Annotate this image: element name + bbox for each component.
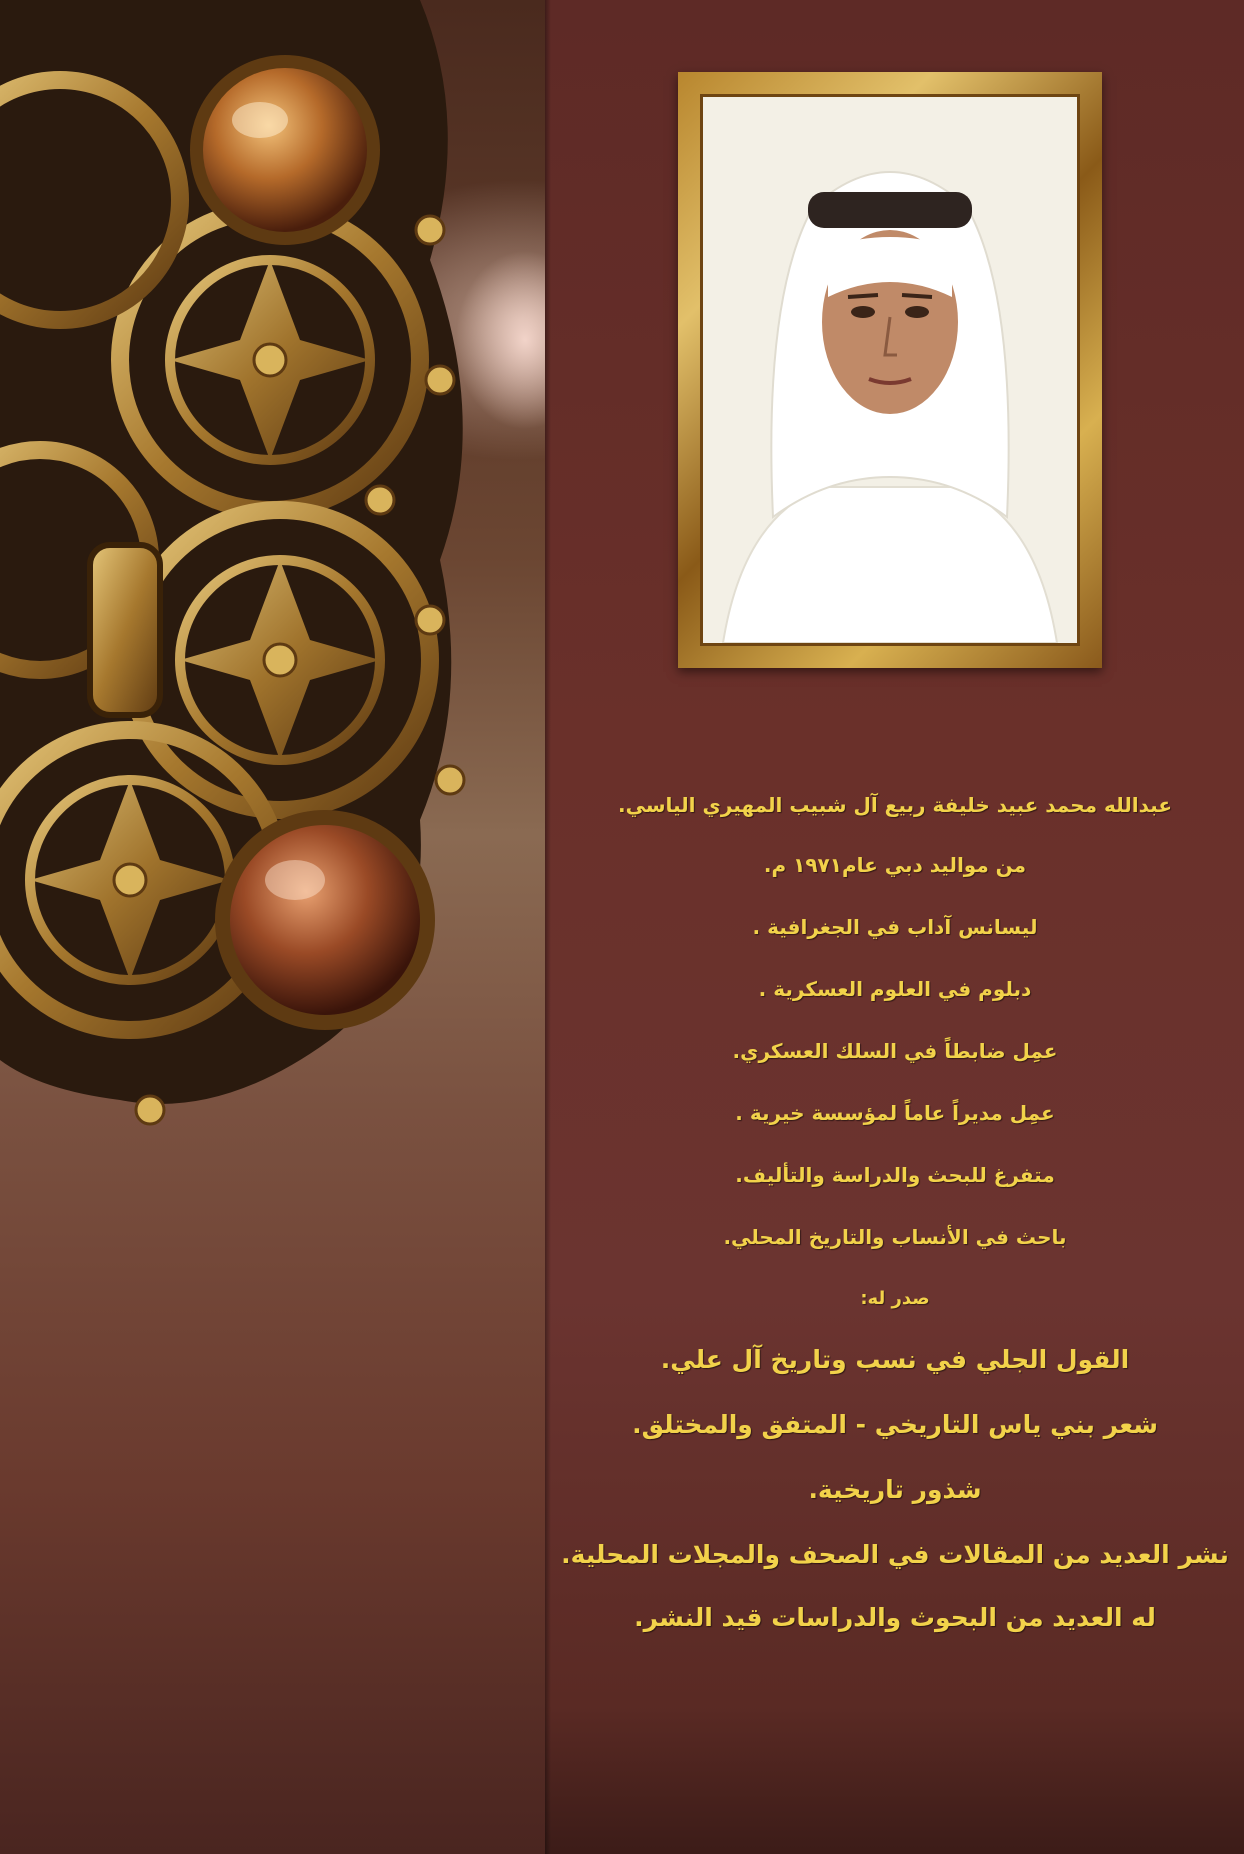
- bio-line-articles: نشر العديد من المقالات في الصحف والمجلات المحلية.: [561, 1540, 1229, 1569]
- bio-line-research: متفرغ للبحث والدراسة والتأليف.: [735, 1163, 1055, 1187]
- gold-ornament-image: [0, 0, 545, 1180]
- work-title-1: القول الجلي في نسب وتاريخ آل علي.: [660, 1345, 1130, 1374]
- bio-line-diploma: دبلوم في العلوم العسكرية .: [758, 977, 1032, 1001]
- work-title-3: شذور تاريخية.: [808, 1475, 982, 1504]
- ornament-panel: [0, 0, 545, 1854]
- author-portrait: [700, 94, 1080, 646]
- bio-line-forthcoming: له العديد من البحوث والدراسات قيد النشر.: [634, 1603, 1156, 1632]
- bio-line-officer: عمِل ضابطاً في السلك العسكري.: [732, 1039, 1058, 1063]
- bio-line-genealogy: باحث في الأنساب والتاريخ المحلي.: [723, 1225, 1067, 1249]
- work-title-2: شعر بني ياس التاريخي - المتفق والمختلق.: [632, 1410, 1158, 1439]
- bio-works-heading: صدر له:: [860, 1288, 930, 1309]
- bio-line-degree: ليسانس آداب في الجغرافية .: [752, 915, 1038, 939]
- portrait-frame: [678, 72, 1102, 668]
- bio-line-name: عبدالله محمد عبيد خليفة ربيع آل شبيب المهيري الياسي.: [618, 793, 1172, 817]
- bio-line-birth: من مواليد دبي عام١٩٧١ م.: [763, 853, 1027, 877]
- bio-line-director: عمِل مديراً عاماً لمؤسسة خيرية .: [735, 1101, 1055, 1125]
